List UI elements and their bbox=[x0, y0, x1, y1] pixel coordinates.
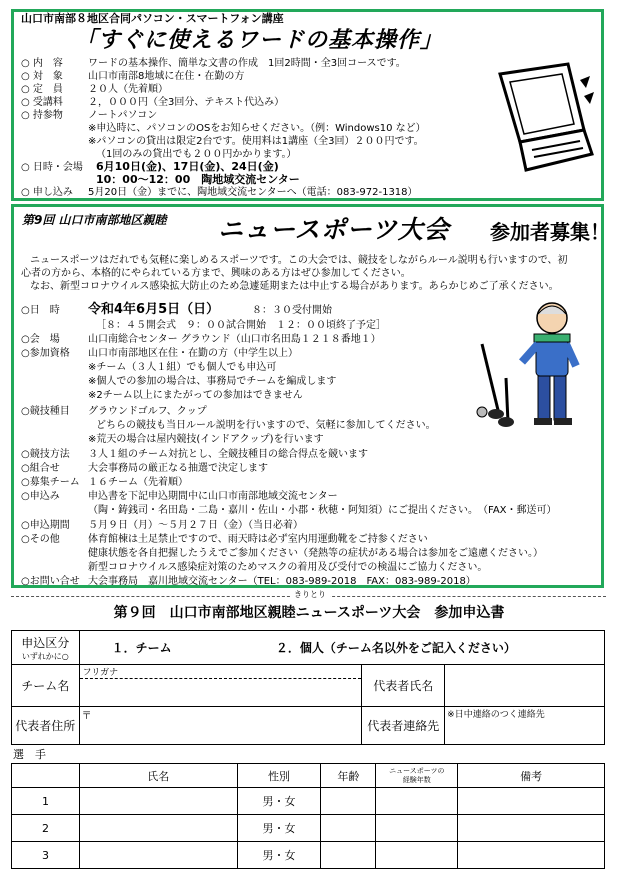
cut-label: きりとり bbox=[290, 589, 330, 601]
gender-field[interactable]: 男・女 bbox=[237, 815, 321, 842]
rep-name-field[interactable] bbox=[445, 665, 605, 707]
category-label: 申込区分 bbox=[21, 635, 70, 650]
laptop-illustration bbox=[480, 56, 598, 178]
event-label-qual: ○参加資格 bbox=[21, 348, 70, 359]
event-label-contact: ○お問い合せ bbox=[21, 576, 80, 587]
event-method: ３人１組のチーム対抗とし、全競技種目の総合得点を競います bbox=[88, 449, 368, 460]
header-no-cell bbox=[12, 764, 80, 788]
course-header: 山口市南部８地区合同パソコン・スマートフォン講座 bbox=[21, 12, 284, 25]
name-field[interactable] bbox=[79, 788, 237, 815]
event-group: 大会事務局の厳正なる抽選で決定します bbox=[88, 463, 268, 474]
col-experience-1: ニュースポーツの bbox=[389, 766, 445, 775]
form-title: 第９回 山口市南部地区親睦ニュースポーツ大会 参加申込書 bbox=[113, 605, 505, 621]
event-title-main: ニュースポーツ大会 bbox=[218, 215, 450, 244]
event-qual-3: ※個人での参加の場合は、事務局でチームを編成します bbox=[88, 376, 337, 387]
course-note-3: （1回のみの貸出でも２００円かかります。） bbox=[96, 149, 297, 160]
event-label-period: ○申込期間 bbox=[21, 520, 70, 531]
course-label-capacity: ○ 定 員 bbox=[21, 84, 63, 95]
age-field[interactable] bbox=[321, 788, 376, 815]
event-other-1: 体育館棟は土足禁止ですので、雨天時は必ず室内用運動靴をご持参ください bbox=[88, 534, 428, 545]
event-label-venue: ○会 場 bbox=[21, 334, 60, 345]
name-field[interactable] bbox=[79, 815, 237, 842]
col-experience bbox=[376, 764, 458, 788]
option-team[interactable]: １．チーム bbox=[111, 641, 172, 655]
col-remarks: 備考 bbox=[458, 764, 605, 788]
row-no: 3 bbox=[12, 842, 80, 869]
event-period: ５月９日（月）～５月２７日（金）（当日必着） bbox=[88, 520, 303, 531]
table-row bbox=[12, 815, 605, 842]
course-fee: ２，０００円（全3回分、テキスト代込み） bbox=[88, 97, 285, 108]
rep-name-label: 代表者氏名 bbox=[362, 665, 445, 707]
remarks-field[interactable] bbox=[458, 788, 605, 815]
course-datetime-2: 10：00～12：00 陶地域交流センター bbox=[96, 173, 300, 186]
players-label: 選 手 bbox=[13, 748, 46, 761]
table-row bbox=[12, 788, 605, 815]
event-title-prefix: 第9回 山口市南部地区親睦 bbox=[22, 213, 167, 227]
event-contact: 大会事務局 嘉川地域交流センター（TEL：083-989-2018 FAX：083-989-2018） bbox=[88, 576, 476, 587]
contact-note: ※日中連絡のつく連絡先 bbox=[447, 710, 545, 720]
event-sport-2: どちらの競技も当日ルール説明を行いますので、気軽に参加してください。 bbox=[96, 420, 436, 431]
event-date: 令和4年6月5日（日） bbox=[88, 302, 220, 317]
col-name: 氏名 bbox=[79, 764, 237, 788]
experience-field[interactable] bbox=[376, 842, 458, 869]
table-row bbox=[12, 842, 605, 869]
row-no: 1 bbox=[12, 788, 80, 815]
postal-mark: 〒 bbox=[81, 711, 92, 722]
event-intro-1: ニュースポーツはだれでも気軽に楽しめるスポーツです。この大会では、競技をしながらルール説明も行いますので、初 bbox=[30, 255, 568, 266]
course-label-datetime: ○ 日時・会場 bbox=[21, 162, 83, 173]
event-title-suffix: 参加者募集！ bbox=[490, 220, 610, 244]
option-individual[interactable]: ２．個人（チーム名以外をご記入ください） bbox=[275, 641, 516, 655]
course-content: ワードの基本操作、簡単な文書の作成 1回2時間・全3回コースです。 bbox=[88, 58, 406, 69]
event-intro-2: 心者の方から、本格的にやられている方まで、興味のある方はぜひ参加してください。 bbox=[21, 268, 411, 279]
team-name-label: チーム名 bbox=[12, 665, 80, 707]
course-capacity: ２０人（先着順） bbox=[88, 84, 168, 95]
application-form-table bbox=[11, 630, 605, 745]
course-label-target: ○ 対 象 bbox=[21, 71, 63, 82]
event-label-group: ○組合せ bbox=[21, 463, 60, 474]
course-target: 山口市南部8地域に在住・在勤の方 bbox=[88, 71, 245, 82]
elderly-golfer-illustration bbox=[452, 300, 594, 440]
event-apply-2: （陶・鋳銭司・名田島・二島・嘉川・佐山・小郡・秋穂・阿知須）にご提出ください。 （FAX・郵送可） bbox=[88, 505, 557, 516]
event-apply-1: 申込書を下記申込期間中に山口市南部地域交流センター bbox=[88, 491, 338, 502]
event-qual-4: ※2チーム以上にまたがっての参加はできません bbox=[88, 390, 303, 401]
furigana-label: フリガナ bbox=[80, 665, 362, 679]
course-note-1: ※申込時に、パソコンのOSをお知らせください。（例：Windows10 など） bbox=[88, 123, 426, 134]
course-label-content: ○ 内 容 bbox=[21, 58, 63, 69]
age-field[interactable] bbox=[321, 815, 376, 842]
name-field[interactable] bbox=[79, 842, 237, 869]
team-name-field[interactable] bbox=[79, 665, 362, 707]
event-sport-1: グラウンドゴルフ、クップ bbox=[88, 406, 207, 417]
col-age: 年齢 bbox=[321, 764, 376, 788]
event-qual-1: 山口市南部地区在住・在勤の方（中学生以上） bbox=[88, 348, 298, 359]
category-options bbox=[79, 631, 604, 665]
event-label-teams: ○募集チーム bbox=[21, 477, 80, 488]
gender-field[interactable]: 男・女 bbox=[237, 788, 321, 815]
event-label-sport: ○競技種目 bbox=[21, 406, 70, 417]
course-apply: 5月20日（金）までに、陶地域交流センターへ（電話：083-972-1318） bbox=[88, 187, 418, 198]
event-times: ［８：４５開会式 ９：００試合開始 １２：００頃終了予定］ bbox=[96, 320, 386, 331]
event-sport-3: ※荒天の場合は屋内競技(インドアクップ)を行います bbox=[88, 434, 324, 445]
experience-field[interactable] bbox=[376, 788, 458, 815]
event-label-date: ○日 時 bbox=[21, 305, 60, 316]
age-field[interactable] bbox=[321, 842, 376, 869]
event-other-3: 新型コロナウイルス感染症対策のためマスクの着用及び受付での検温にご協力ください。 bbox=[88, 562, 488, 573]
event-label-apply: ○申込み bbox=[21, 491, 60, 502]
event-label-method: ○競技方法 bbox=[21, 449, 70, 460]
course-label-bring: ○ 持参物 bbox=[21, 110, 63, 121]
event-qual-2: ※チーム（３人１組）でも個人でも申込可 bbox=[88, 362, 277, 373]
rep-address-field[interactable] bbox=[79, 707, 362, 745]
col-gender: 性別 bbox=[237, 764, 321, 788]
event-teams: １６チーム（先着順） bbox=[88, 477, 188, 488]
course-label-fee: ○ 受講料 bbox=[21, 97, 63, 108]
rep-contact-field[interactable] bbox=[445, 707, 605, 745]
category-cell bbox=[12, 631, 80, 665]
rep-contact-label: 代表者連絡先 bbox=[362, 707, 445, 745]
event-other-2: 健康状態を各自把握したうえでご参加ください（発熱等の症状がある場合は参加をご遠慮ください。） bbox=[88, 548, 543, 559]
remarks-field[interactable] bbox=[458, 842, 605, 869]
event-reception: ８：３０受付開始 bbox=[252, 305, 332, 316]
course-title: 「すぐに使えるワードの基本操作」 bbox=[75, 28, 444, 53]
rep-address-label: 代表者住所 bbox=[12, 707, 80, 745]
remarks-field[interactable] bbox=[458, 815, 605, 842]
category-sub: いずれかに○ bbox=[21, 651, 69, 661]
course-datetime-1: 6月10日(金)、17日(金)、24日(金) bbox=[96, 160, 279, 173]
course-note-2: ※パソコンの貸出は限定2台です。使用料は1講座（全3回）２００円です。 bbox=[88, 136, 424, 147]
row-no: 2 bbox=[12, 815, 80, 842]
course-label-apply: ○ 申し込み bbox=[21, 187, 73, 198]
col-experience-2: 経験年数 bbox=[402, 775, 431, 784]
course-bring: ノートパソコン bbox=[88, 110, 158, 121]
event-venue: 山口南総合センター グラウンド（山口市名田島１２１８番地１） bbox=[88, 334, 381, 345]
event-intro-3: なお、新型コロナウイルス感染拡大防止のため急遽延期または中止する場合があります。あらかじめご了承ください。 bbox=[30, 281, 559, 292]
gender-field[interactable]: 男・女 bbox=[237, 842, 321, 869]
event-label-other: ○その他 bbox=[21, 534, 60, 545]
players-table bbox=[11, 763, 605, 869]
experience-field[interactable] bbox=[376, 815, 458, 842]
